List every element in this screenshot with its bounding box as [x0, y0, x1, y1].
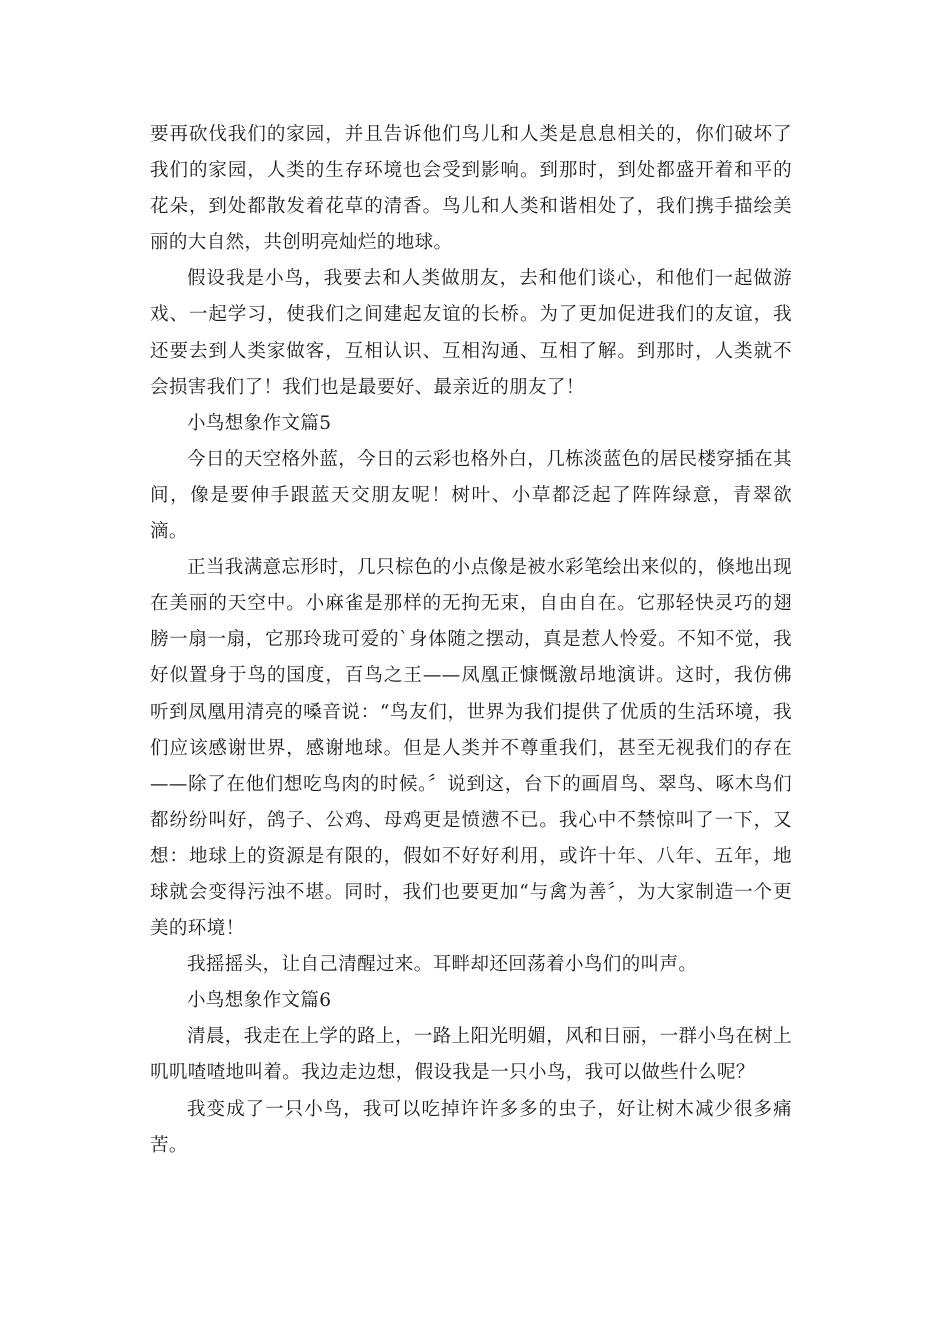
paragraph-3: 今日的天空格外蓝，今日的云彩也格外白，几栋淡蓝色的居民楼穿插在其间，像是要伸手跟蓝天交朋友呢！树叶、小草都泛起了阵阵绿意，青翠欲滴。 [150, 448, 792, 543]
paragraph-7: 我变成了一只小鸟，我可以吃掉许许多多的虫子，好让树木减少很多痛苦。 [150, 1098, 792, 1156]
paragraph-1: 要再砍伐我们的家园，并且告诉他们鸟儿和人类是息息相关的，你们破坏了我们的家园，人类的生存环境也会受到影响。到那时，到处都盛开着和平的花朵，到处都散发着花草的清香。鸟儿和人类和谐相处了，我们携手描绘美丽的大自然，共创明亮灿烂的地球。 [150, 124, 792, 254]
paragraph-5: 我摇摇头，让自己清醒过来。耳畔却还回荡着小鸟们的叫声。 [187, 954, 698, 976]
paragraph-6: 清晨，我走在上学的路上，一路上阳光明媚，风和日丽，一群小鸟在树上叽叽喳喳地叫着。我边走边想，假设我是一只小鸟，我可以做些什么呢？ [150, 1026, 792, 1084]
document-page [150, 117, 792, 1164]
section-heading-5: 小鸟想象作文篇5 [187, 412, 332, 434]
paragraph-4: 正当我满意忘形时，几只棕色的小点像是被水彩笔绘出来似的，倏地出现在美丽的天空中。小麻雀是那样的无拘无束，自由自在。它那轻快灵巧的翅膀一扇一扇，它那玲珑可爱的`身体随之摆动，真是惹人怜爱。不知不觉，我好似置身于鸟的国度，百鸟之王——凤凰正慷慨激昂地演讲。这时，我仿佛听到凤凰用清亮的嗓音说：“鸟友们，世界为我们提供了优质的生活环境，我们应该感谢世界，感谢地球。但是人类并不尊重我们，甚至无视我们的存在——除了在他们想吃鸟肉的时候。〞说到这，台下的画眉鸟、翠鸟、啄木鸟们都纷纷叫好，鸽子、公鸡、母鸡更是愤懑不已。我心中不禁惊叫了一下，又想：地球上的资源是有限的，假如不好好利用，或许十年、八年、五年，地球就会变得污浊不堪。同时，我们也要更加“与禽为善〞，为大家制造一个更美的环境！ [150, 557, 792, 940]
section-heading-6: 小鸟想象作文篇6 [187, 990, 332, 1012]
paragraph-2: 假设我是小鸟，我要去和人类做朋友，去和他们谈心，和他们一起做游戏、一起学习，使我们之间建起友谊的长桥。为了更加促进我们的友谊，我还要去到人类家做客，互相认识、互相沟通、互相了解。到那时，人类就不会损害我们了！我们也是最要好、最亲近的朋友了！ [150, 268, 792, 398]
